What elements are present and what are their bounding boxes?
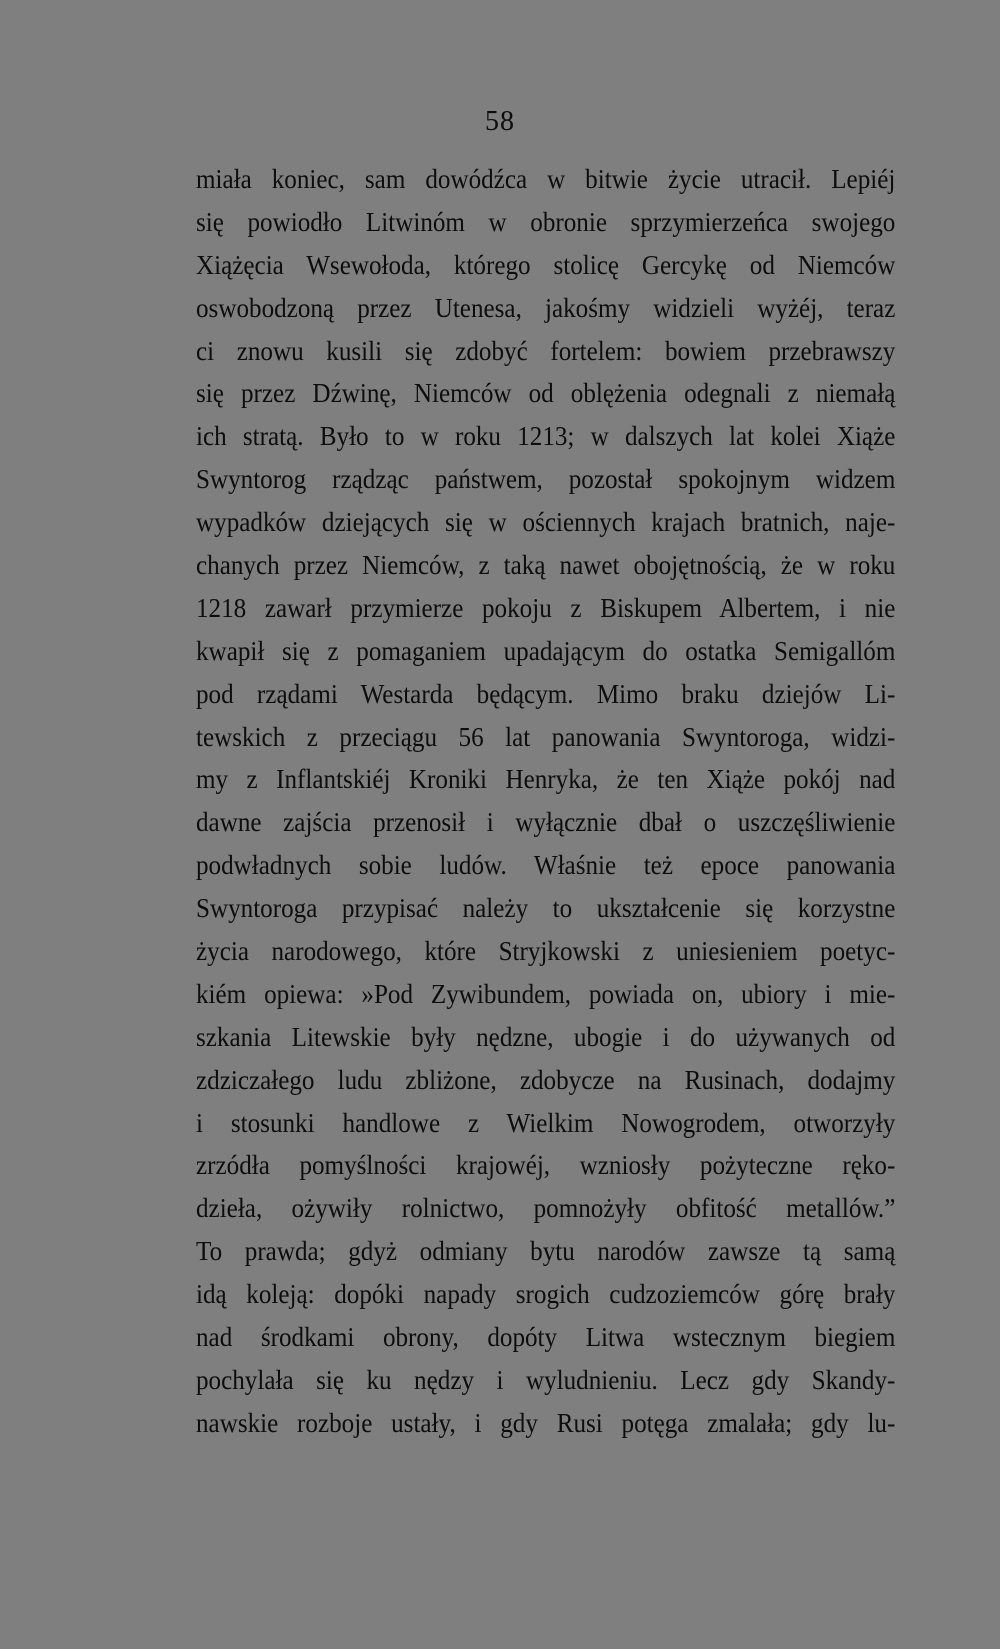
text-line: kwapił się z pomaganiem upadającym do ostatka Semigallóm [196,635,896,666]
text-line: zdziczałego ludu zbliżone, zdobycze na Rusinach, dodajmy [196,1064,896,1095]
text-line: chanych przez Niemców, z taką nawet obojętnością, że w roku [196,550,896,581]
text-line: wypadków dziejących się w ościennych krajach bratnich, naje- [196,507,896,538]
text-line: nad środkami obrony, dopóty Litwa wstecznym biegiem [196,1322,896,1353]
text-line: zrzódła pomyślności krajowéj, wzniosły pożyteczne ręko- [196,1150,896,1181]
text-line: i stosunki handlowe z Wielkim Nowogrodem, otworzyły [196,1107,896,1138]
text-line: pochylała się ku nędzy i wyludnieniu. Lecz gdy Skandy- [196,1364,896,1395]
text-line: 1218 zawarł przymierze pokoju z Biskupem Albertem, i nie [196,592,896,623]
text-line: idą koleją: dopóki napady srogich cudzoziemców górę brały [196,1279,896,1310]
text-line: ci znowu kusili się zdobyć fortelem: bowiem przebrawszy [196,335,896,366]
body-text [196,158,896,1445]
text-line: dzieła, ożywiły rolnictwo, pomnożyły obfitość metallów.” [196,1193,896,1224]
text-line: kiém opiewa: »Pod Zywibundem, powiada on, ubiory i mie- [196,978,896,1009]
text-line: Swyntorog rządząc państwem, pozostał spokojnym widzem [196,464,896,495]
text-line: my z Inflantskiéj Kroniki Henryka, że ten Xiąże pokój nad [196,764,896,795]
text-line: tewskich z przeciągu 56 lat panowania Swyntoroga, widzi- [196,721,896,752]
text-line: szkania Litewskie były nędzne, ubogie i do używanych od [196,1021,896,1052]
text-line: życia narodowego, które Stryjkowski z uniesieniem poetyc- [196,936,896,967]
text-line: Xiążęcia Wsewołoda, którego stolicę Gercykę od Niemców [196,249,896,280]
text-line: się przez Dźwinę, Niemców od oblężenia odegnali z niemałą [196,378,896,409]
text-line: Swyntoroga przypisać należy to ukształcenie się korzystne [196,893,896,924]
text-line: dawne zajścia przenosił i wyłącznie dbał o uszczęśliwienie [196,807,896,838]
text-line: się powiodło Litwinóm w obronie sprzymierzeńca swojego [196,206,896,237]
text-line: oswobodzoną przez Utenesa, jakośmy widzieli wyżéj, teraz [196,292,896,323]
text-line: miała koniec, sam dowódźca w bitwie życie utracił. Lepiéj [196,164,896,194]
text-line: ich stratą. Było to w roku 1213; w dalszych lat kolei Xiąże [196,421,896,452]
text-line: nawskie rozboje ustały, i gdy Rusi potęga zmalała; gdy lu- [196,1407,896,1438]
text-line: pod rządami Westarda będącym. Mimo braku dziejów Li- [196,678,896,709]
text-line: To prawda; gdyż odmiany bytu narodów zawsze tą samą [196,1236,896,1267]
text-line: podwładnych sobie ludów. Właśnie też epoce panowania [196,850,896,881]
page-number: 58 [485,106,515,137]
